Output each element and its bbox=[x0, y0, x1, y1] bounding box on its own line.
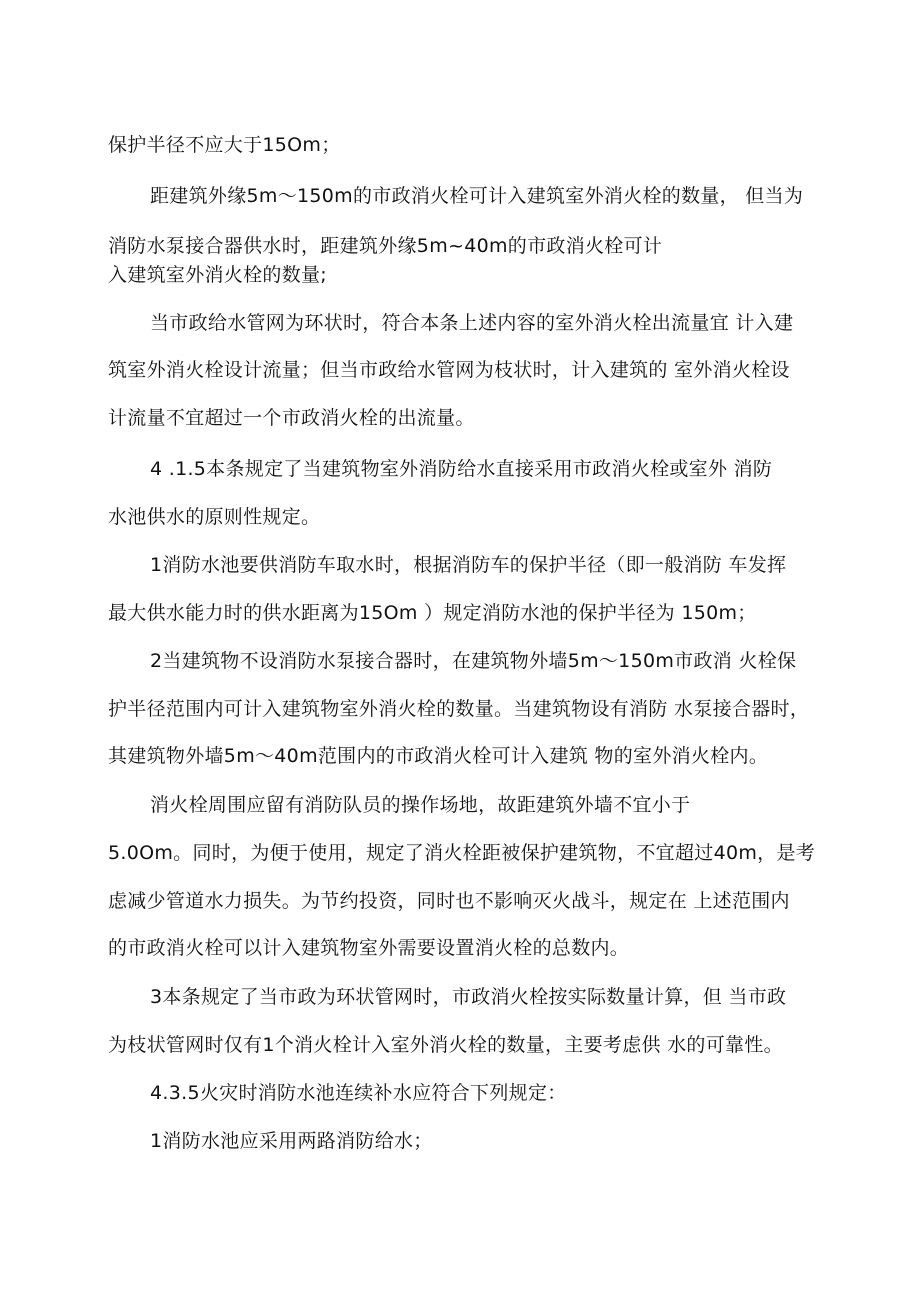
text-line-4: 入建筑室外消火栓的数量; bbox=[108, 264, 328, 286]
text-line-1: 保护半径不应大于15Om； bbox=[108, 134, 341, 156]
text-line-7: 计流量不宜超过一个市政消火栓的出流量。 bbox=[108, 407, 475, 429]
text-line-18: 的市政消火栓可以计入建筑物室外需要设置消火栓的总数内。 bbox=[108, 937, 630, 959]
text-line-15: 消火栓周围应留有消防队员的操作场地，故距建筑外墙不宜小于 bbox=[150, 794, 691, 816]
text-line-21: 4.3.5火灾时消防水池连续补水应符合下列规定： bbox=[150, 1082, 567, 1104]
text-line-9: 水池供水的原则性规定。 bbox=[108, 506, 321, 528]
text-line-3: 消防水泵接合器供水时，距建筑外缘5m~40m的市政消火栓可计 bbox=[108, 235, 663, 257]
text-line-6: 筑室外消火栓设计流量；但当市政给水管网为枝状时，计入建筑的 室外消火栓设 bbox=[108, 359, 790, 381]
text-line-20: 为枝状管网时仅有1个消火栓计入室外消火栓的数量，主要考虑供 水的可靠性。 bbox=[108, 1034, 783, 1056]
text-line-22: 1消防水池应采用两路消防给水； bbox=[150, 1130, 433, 1152]
text-line-10: 1消防水池要供消防车取水时，根据消防车的保护半径（即一般消防 车发挥 bbox=[150, 554, 787, 576]
text-line-8: 4 .1.5本条规定了当建筑物室外消防给水直接采用市政消火栓或室外 消防 bbox=[150, 458, 773, 480]
text-line-11: 最大供水能力时的供水距离为15Om ）规定消防水池的保护半径为 150m； bbox=[108, 602, 757, 624]
text-line-2: 距建筑外缘5m～150m的市政消火栓可计入建筑室外消火栓的数量， 但当为 bbox=[150, 185, 804, 207]
text-line-14: 其建筑物外墙5m～40m范围内的市政消火栓可计入建筑 物的室外消火栓内。 bbox=[108, 745, 769, 767]
text-line-12: 2当建筑物不设消防水泵接合器时，在建筑物外墙5m～150m市政消 火栓保 bbox=[150, 650, 797, 672]
text-line-19: 3本条规定了当市政为环状管网时，市政消火栓按实际数量计算，但 当市政 bbox=[150, 986, 787, 1008]
text-line-5: 当市政给水管网为环状时，符合本条上述内容的室外消火栓出流量宜 计入建 bbox=[150, 312, 794, 334]
text-line-17: 虑减少管道水力损失。为节约投资，同时也不影响灭火战斗，规定在 上述范围内 bbox=[108, 890, 790, 912]
text-line-16: 5.0Om。同时，为便于使用，规定了消火栓距被保护建筑物，不宜超过40m，是考 bbox=[108, 842, 816, 864]
text-line-13: 护半径范围内可计入建筑物室外消火栓的数量。当建筑物设有消防 水泵接合器时， bbox=[108, 698, 810, 720]
